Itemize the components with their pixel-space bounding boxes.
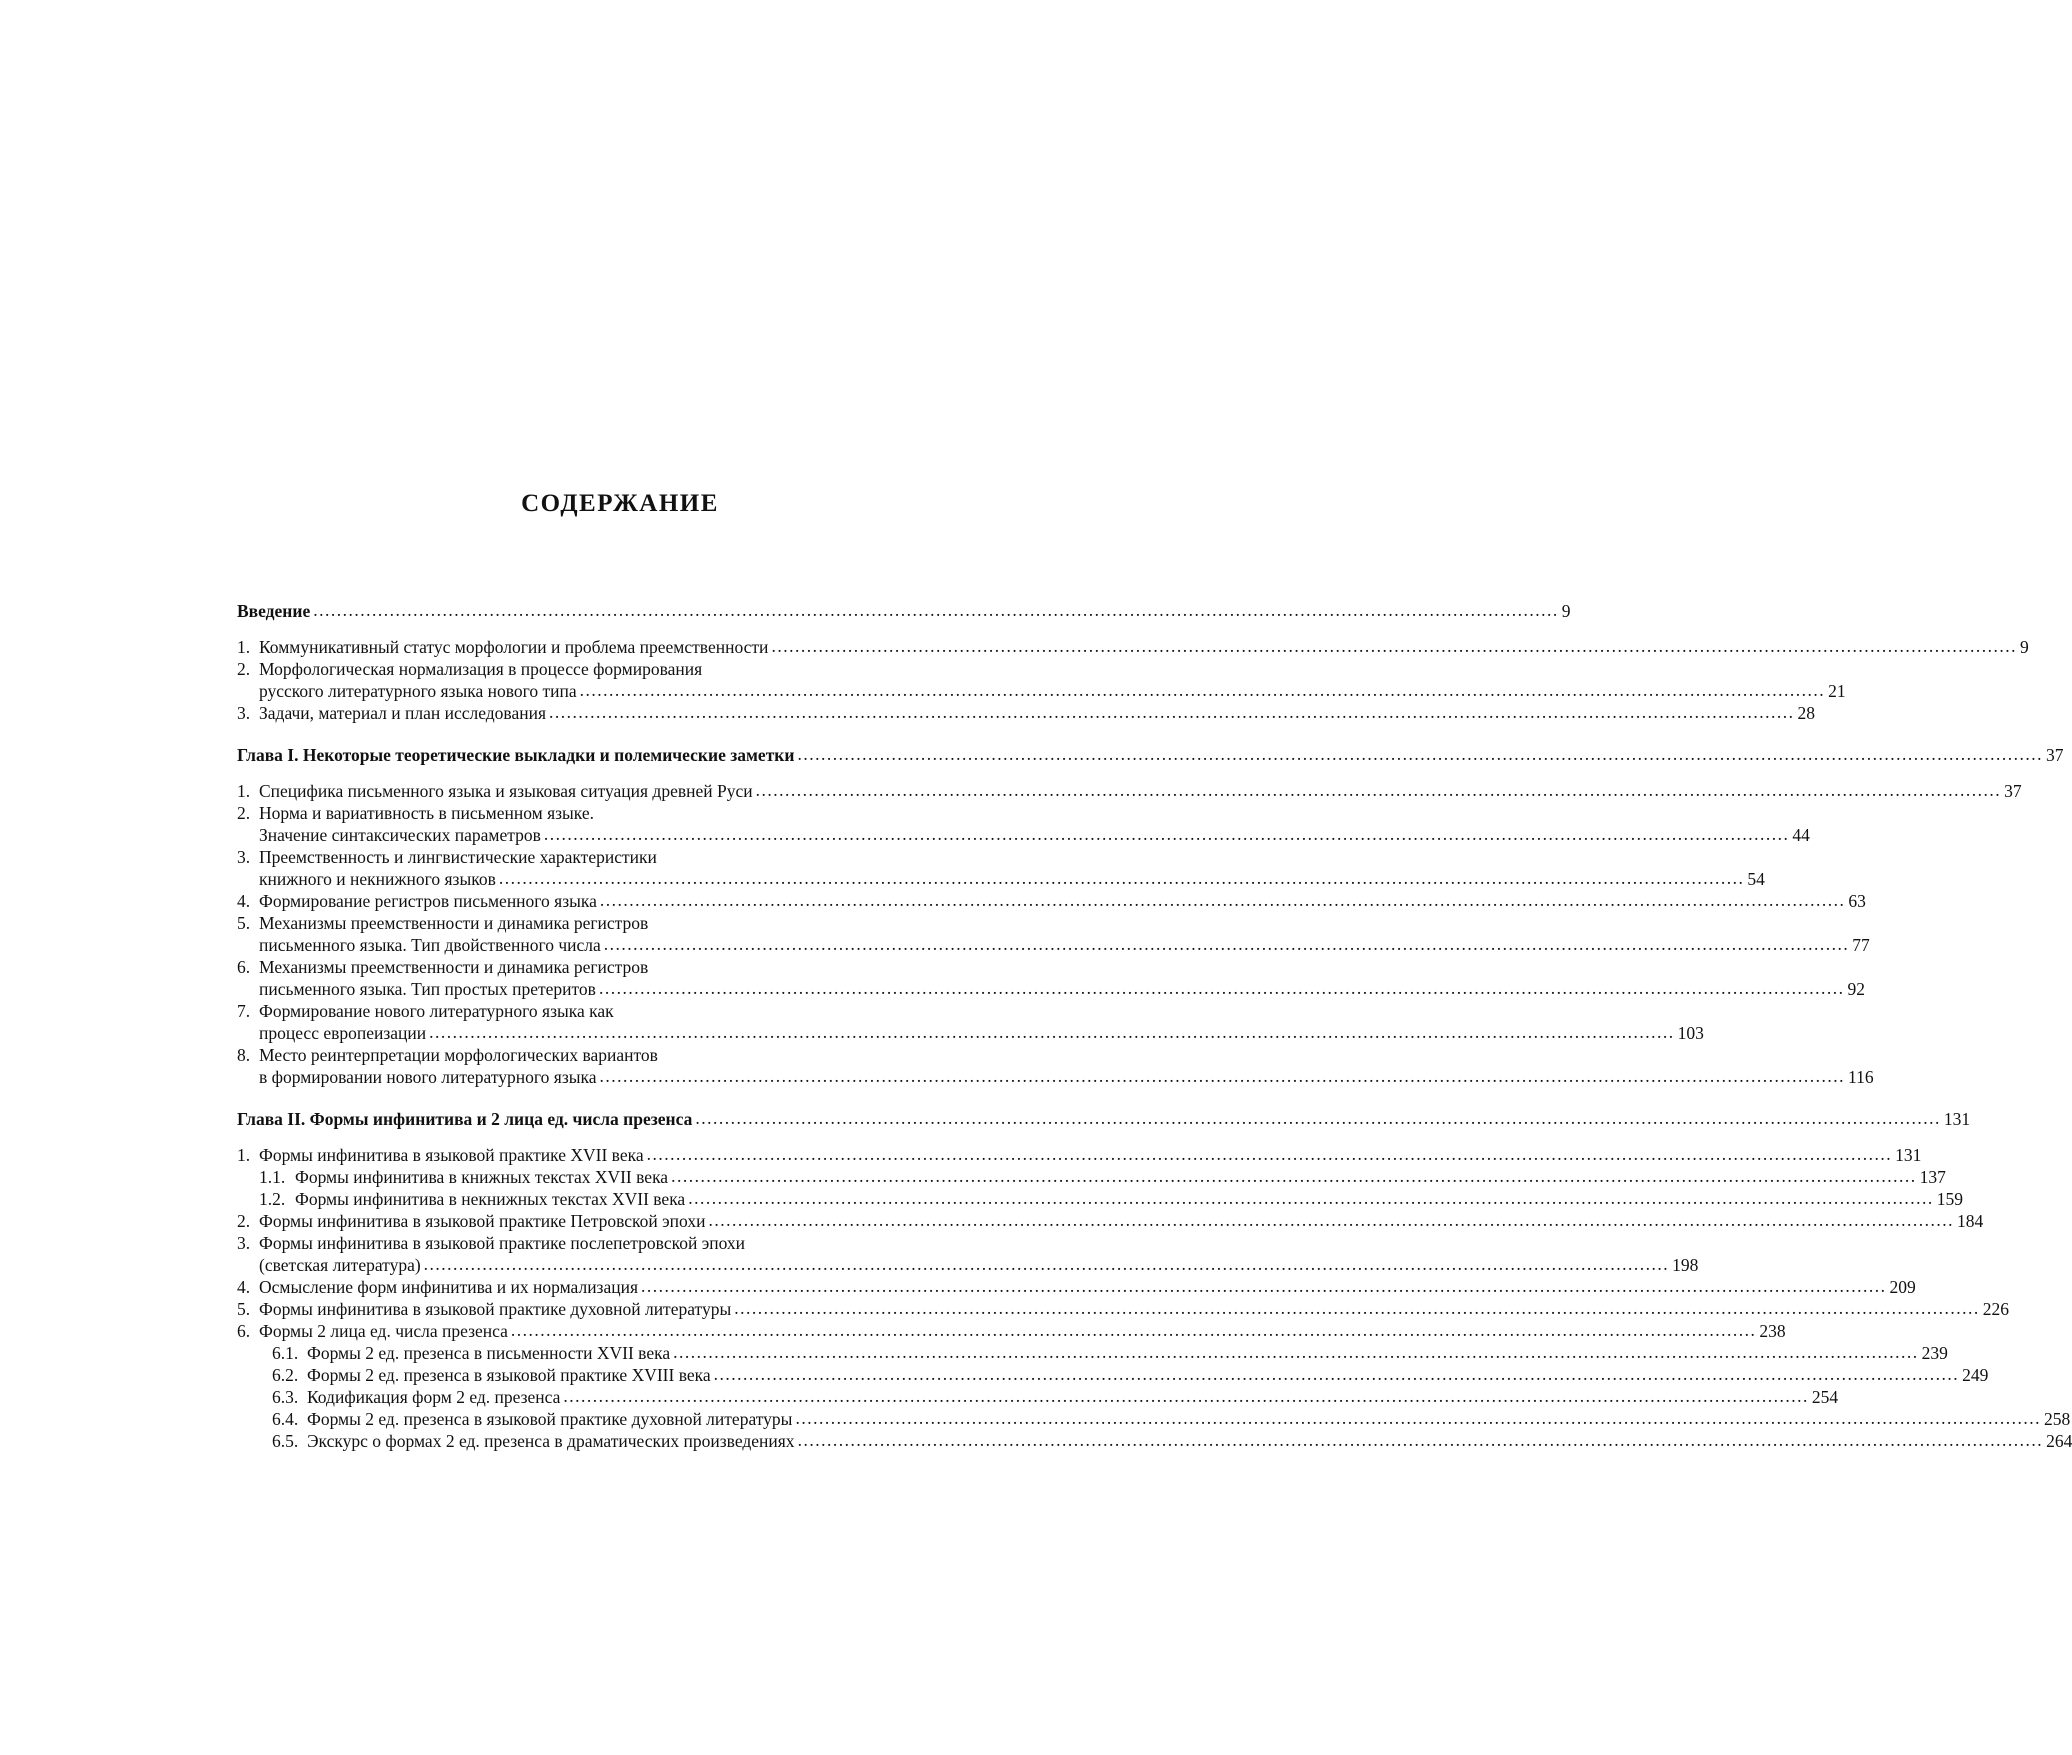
entry-body [307,1342,1948,1364]
page-number: 226 [1982,1299,2009,1319]
entry-line [259,1066,1874,1088]
toc-entry[interactable] [237,1000,1704,1044]
spacer [237,724,1005,744]
entry-line [259,1298,2009,1320]
entry-body [295,1166,1946,1188]
entry-line [259,1210,1984,1232]
entry-title: Формы инфинитива в языковой практике духовной литературы [259,1299,732,1319]
entry-number: 6.3. [272,1387,299,1407]
entry-title: Экскурс о формах 2 ед. презенса в драматических произведениях [307,1431,795,1451]
entry-title: Механизмы преемственности и динамика регистров [259,913,649,933]
entry-number: 5. [237,1299,251,1319]
entry-title: книжного и некнижного языков [259,869,496,889]
dot-leader: .................................................................................................................................................................................................................... [795,1408,2041,1428]
entry-number: 6.1. [272,1343,299,1363]
entry-line [295,1188,1963,1210]
entry-line [259,780,2022,802]
page-number: 21 [1828,681,1846,701]
entry-number: 1. [237,1145,251,1165]
entry-title: Формы инфинитива в книжных текстах XVII века [295,1167,669,1187]
page-number: 131 [1943,1109,1971,1129]
dot-leader: .................................................................................................................................................................................................................... [755,780,2002,800]
dot-leader: .................................................................................................................................................................................................................... [599,1066,1845,1086]
page-number: 44 [1792,825,1810,845]
dot-leader: .................................................................................................................................................................................................................... [498,868,1745,888]
entry-number: 3. [237,1233,251,1253]
entry-line [307,1408,2071,1430]
entry-number: 8. [237,1045,251,1065]
entry-line [259,890,1866,912]
dot-leader: .................................................................................................................................................................................................................... [641,1276,1887,1296]
entry-line [295,1166,1946,1188]
entry-title: Специфика письменного языка и языковая ситуация древней Руси [259,781,753,801]
entry-line [259,636,2029,658]
entry-number: 4. [237,891,251,911]
entry-line [307,1364,1989,1386]
entry-line [259,1232,1005,1254]
entry-title: в формировании нового литературного языка [259,1067,597,1087]
entry-body [259,1276,1916,1298]
page-number: 116 [1848,1067,1874,1087]
dot-leader: .................................................................................................................................................................................................................... [797,1430,2044,1450]
entry-number: 1.2. [259,1189,286,1209]
entry-body [259,1044,1874,1088]
entry-title: письменного языка. Тип двойственного числа [259,935,601,955]
dot-leader: .................................................................................................................................................................................................................... [598,978,1845,998]
page-number: 198 [1672,1255,1699,1275]
dot-leader: .................................................................................................................................................................................................................... [313,600,1559,620]
spacer [237,1088,1005,1108]
entry-title: Формы 2 ед. презенса в письменности XVII века [307,1343,671,1363]
entry-number: 7. [237,1001,251,1021]
section-heading[interactable] [237,600,1571,622]
entry-body [307,1430,2072,1452]
dot-leader: .................................................................................................................................................................................................................... [510,1320,1757,1340]
entry-title: письменного языка. Тип простых претеритов [259,979,596,999]
entry-number: 4. [237,1277,251,1297]
toc-entry[interactable] [237,1144,1922,1166]
page-number: 54 [1747,869,1765,889]
section-heading-title: Введение [237,601,311,621]
entry-line [259,868,1765,890]
dot-leader: .................................................................................................................................................................................................................... [708,1210,1954,1230]
page-number: 37 [2045,745,2064,765]
entry-line [307,1386,1839,1408]
entry-number: 6. [237,957,251,977]
toc-entry[interactable] [237,658,1846,702]
entry-number: 1. [237,781,251,801]
toc-entry[interactable] [237,636,2029,658]
page-number: 28 [1797,703,1815,723]
entry-title: процесс европеизации [259,1023,427,1043]
page-number: 37 [2004,781,2022,801]
entry-number: 6.5. [272,1431,299,1451]
entry-body [259,956,1865,1000]
entry-body [259,658,1846,702]
dot-leader: .................................................................................................................................................................................................................... [695,1108,1941,1128]
entry-line [259,1144,1922,1166]
entry-number: 6. [237,1321,251,1341]
entry-title: Формы инфинитива в языковой практике Петровской эпохи [259,1211,706,1231]
entry-body [259,702,1815,724]
entry-body [307,1364,1989,1386]
toc-entry[interactable] [237,780,2022,802]
entry-number: 3. [237,703,251,723]
section-heading-title: Глава I. Некоторые теоретические выкладки и полемические заметки [237,745,795,765]
entry-line [259,1000,1005,1022]
entry-title: Формы 2 ед. презенса в языковой практике духовной литературы [307,1409,793,1429]
entry-number: 3. [237,847,251,867]
page-number: 9 [2019,637,2029,657]
dot-leader: .................................................................................................................................................................................................................... [579,680,1826,700]
entry-line [259,846,1005,868]
entry-number: 2. [237,1211,251,1231]
toc-entry[interactable] [237,1430,2072,1452]
entry-body [259,890,1866,912]
entry-body [259,1298,2009,1320]
entry-title: русского литературного языка нового типа [259,681,577,701]
dot-leader: .................................................................................................................................................................................................................... [673,1342,1919,1362]
page-title: СОДЕРЖАНИЕ [521,490,719,517]
toc-entry[interactable] [237,1342,1948,1364]
entry-title: Преемственность и лингвистические характеристики [259,847,657,867]
dot-leader: .................................................................................................................................................................................................................... [423,1254,1670,1274]
entry-line [259,1022,1704,1044]
table-of-contents [237,600,2072,1452]
entry-line [259,680,1846,702]
entry-line [259,978,1865,1000]
dot-leader: .................................................................................................................................................................................................................... [603,934,1850,954]
toc-entry[interactable] [237,1386,1839,1408]
entry-body [259,1320,1786,1342]
dot-leader: .................................................................................................................................................................................................................... [429,1022,1675,1042]
entry-number: 6.2. [272,1365,299,1385]
toc-entry[interactable] [237,1298,2009,1320]
entry-title: Формирование нового литературного языка как [259,1001,614,1021]
toc-entry[interactable] [237,1232,1699,1276]
toc-entry[interactable] [237,1408,2071,1430]
toc-entry[interactable] [237,1210,1984,1232]
entry-number: 5. [237,913,251,933]
entry-title: Кодификация форм 2 ед. презенса [307,1387,561,1407]
entry-title: Осмысление форм инфинитива и их нормализация [259,1277,639,1297]
dot-leader: .................................................................................................................................................................................................................... [713,1364,1960,1384]
page-number: 254 [1811,1387,1839,1407]
toc-entry[interactable] [237,802,1810,846]
entry-title: Формы инфинитива в языковой практике послепетровской эпохи [259,1233,746,1253]
entry-title: Значение синтаксических параметров [259,825,541,845]
spacer [237,766,1005,780]
entry-line [259,1254,1699,1276]
dot-leader: .................................................................................................................................................................................................................... [646,1144,1893,1164]
entry-number: 6.4. [272,1409,299,1429]
page-number: 63 [1848,891,1866,911]
entry-title: Коммуникативный статус морфологии и проблема преемственности [259,637,769,657]
entry-number: 1.1. [259,1167,286,1187]
toc-entry[interactable] [237,912,1870,956]
entry-body [259,780,2022,802]
entry-body [259,912,1870,956]
toc-entry[interactable] [237,1276,1916,1298]
entry-line [307,1430,2072,1452]
entry-title: Формы 2 ед. презенса в языковой практике XVIII века [307,1365,711,1385]
entry-body [259,1232,1699,1276]
page-number: 103 [1677,1023,1704,1043]
entry-title: Формы инфинитива в некнижных текстах XVII века [295,1189,686,1209]
entry-line [259,1276,1916,1298]
entry-line [259,912,1005,934]
entry-title: Формы инфинитива в языковой практике XVII века [259,1145,644,1165]
entry-line [259,956,1005,978]
page-number: 249 [1962,1365,1989,1385]
dot-leader: .................................................................................................................................................................................................................... [563,1386,1809,1406]
dot-leader: .................................................................................................................................................................................................................... [671,1166,1917,1186]
dot-leader: .................................................................................................................................................................................................................... [734,1298,1980,1318]
toc-entry[interactable] [237,1364,1989,1386]
entry-title: Механизмы преемственности и динамика регистров [259,957,649,977]
page-number: 9 [1561,601,1571,621]
page-number: 137 [1919,1167,1946,1187]
entry-line [259,702,1815,724]
section-heading[interactable] [237,744,2064,766]
section-heading[interactable] [237,1108,1971,1130]
page-number: 159 [1936,1189,1963,1209]
page-number: 92 [1847,979,1865,999]
entry-body [295,1188,1963,1210]
entry-body [307,1386,1839,1408]
page-number: 209 [1889,1277,1916,1297]
entry-body [259,1144,1922,1166]
entry-body [259,846,1765,890]
entry-title: Морфологическая нормализация в процессе формирования [259,659,703,679]
page-number: 239 [1921,1343,1948,1363]
entry-line [259,1320,1786,1342]
page-number: 184 [1956,1211,1984,1231]
toc-entry[interactable] [237,890,1866,912]
entry-title: Норма и вариативность в письменном языке. [259,803,595,823]
entry-number: 1. [237,637,251,657]
page-number: 77 [1852,935,1870,955]
spacer [237,622,1005,636]
entry-body [259,1000,1704,1044]
dot-leader: .................................................................................................................................................................................................................... [549,702,1795,722]
entry-line [259,658,1005,680]
toc-entry[interactable] [237,846,1765,890]
page-number: 238 [1759,1321,1786,1341]
dot-leader: .................................................................................................................................................................................................................... [599,890,1846,910]
entry-body [259,636,2029,658]
page-number: 264 [2046,1431,2072,1451]
toc-entry[interactable] [237,1044,1874,1088]
entry-line [307,1342,1948,1364]
dot-leader: .................................................................................................................................................................................................................... [797,744,2043,764]
toc-entry[interactable] [237,702,1815,724]
entry-title: Формы 2 лица ед. числа презенса [259,1321,508,1341]
entry-title: Задачи, материал и план исследования [259,703,546,723]
toc-entry[interactable] [237,1188,1963,1210]
entry-number: 2. [237,659,251,679]
toc-entry[interactable] [237,1166,1946,1188]
entry-line [259,802,1005,824]
entry-line [259,1044,1005,1066]
entry-body [259,802,1810,846]
entry-line [259,934,1870,956]
entry-body [259,1210,1984,1232]
dot-leader: .................................................................................................................................................................................................................... [543,824,1790,844]
entry-title: Место реинтерпретации морфологических вариантов [259,1045,658,1065]
toc-entry[interactable] [237,956,1865,1000]
dot-leader: .................................................................................................................................................................................................................... [688,1188,1934,1208]
entry-title: (светская литература) [259,1255,421,1275]
entry-line [259,824,1810,846]
dot-leader: .................................................................................................................................................................................................................... [771,636,2017,656]
page-number: 131 [1895,1145,1922,1165]
entry-number: 2. [237,803,251,823]
page-number: 258 [2043,1409,2071,1429]
entry-title: Формирование регистров письменного языка [259,891,597,911]
entry-body [307,1408,2071,1430]
toc-entry[interactable] [237,1320,1786,1342]
spacer [237,1130,1005,1144]
section-heading-title: Глава II. Формы инфинитива и 2 лица ед. числа презенса [237,1109,693,1129]
